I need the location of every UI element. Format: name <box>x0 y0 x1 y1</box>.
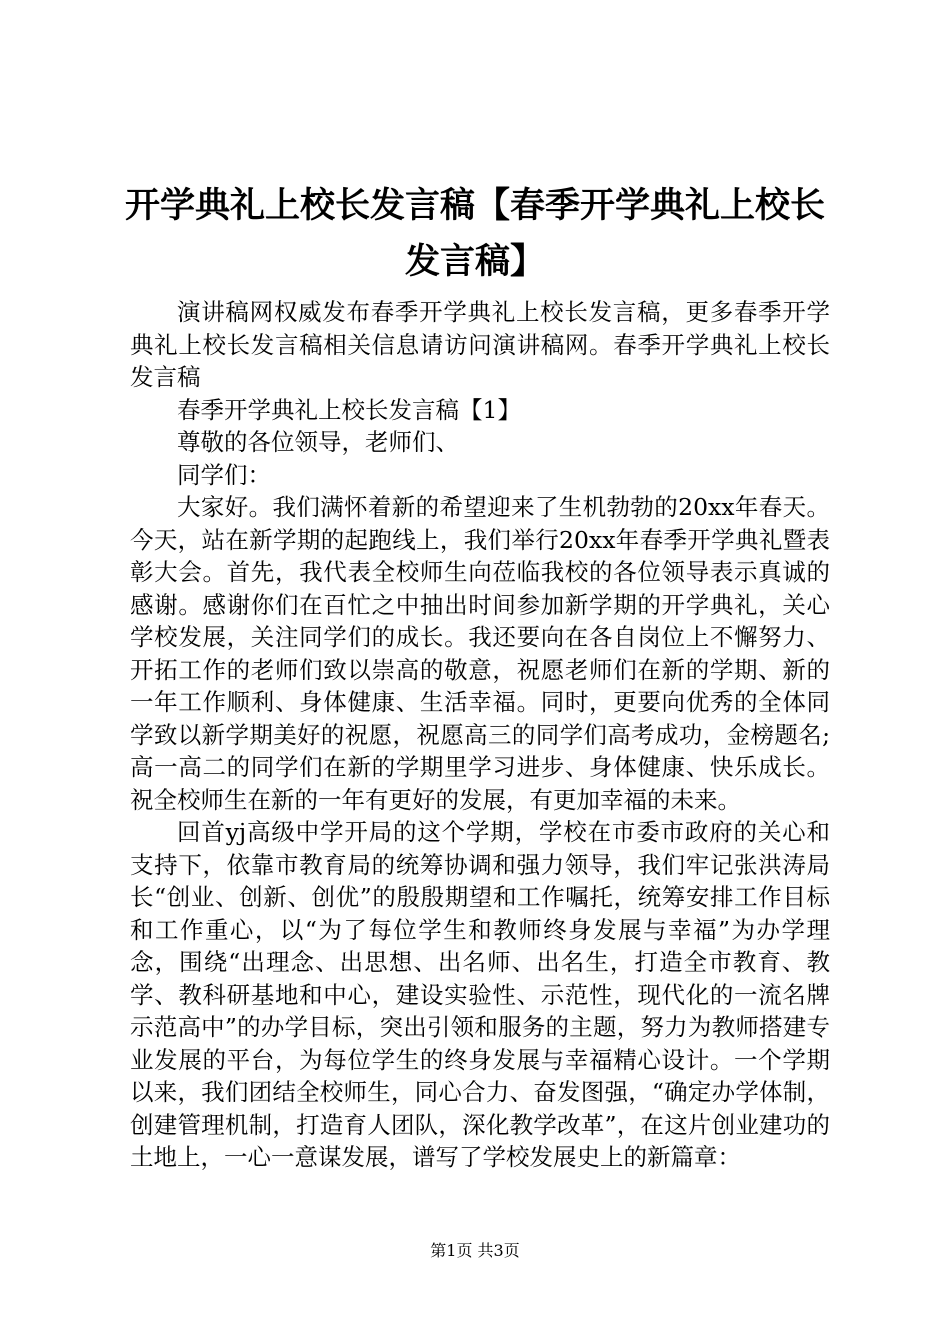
body-paragraph: 大家好。我们满怀着新的希望迎来了生机勃勃的20xx年春天。今天，站在新学期的起跑线上，我们举行20xx年春季开学典礼暨表彰大会。首先，我代表全校师生向莅临我校的各位领导表示真诚的感谢。感谢你们在百忙之中抽出时间参加新学期的开学典礼，关心学校发展，关注同学们的成长。我还要向在各自岗位上不懈努力、开拓工作的老师们致以崇高的敬意，祝愿老师们在新的学期、新的一年工作顺利、身体健康、生活幸福。同时，更要向优秀的全体同学致以新学期美好的祝愿，祝愿高三的同学们高考成功，金榜题名;高一高二的同学们在新的学期里学习进步、身体健康、快乐成长。祝全校师生在新的一年有更好的发展，有更加幸福的未来。 <box>130 493 830 814</box>
intro-paragraph: 演讲稿网权威发布春季开学典礼上校长发言稿，更多春季开学典礼上校长发言稿相关信息请访问演讲稿网。春季开学典礼上校长发言稿 <box>130 298 830 391</box>
document-body <box>130 296 830 1174</box>
page-footer: 第1页 共3页 <box>430 1241 520 1260</box>
salutation-line: 尊敬的各位领导，老师们、 <box>177 428 459 456</box>
salutation-line: 同学们： <box>177 460 271 489</box>
body-paragraph: 回首yj高级中学开局的这个学期，学校在市委市政府的关心和支持下，依靠市教育局的统筹协调和强力领导，我们牢记张洪涛局长“创业、创新、创优”的殷殷期望和工作嘱托，统筹安排工作目标和工作重心，以“为了每位学生和教师终身发展与幸福”为办学理念，围绕“出理念、出思想、出名师、出名生，打造全市教育、教学、教科研基地和中心，建设实验性、示范性，现代化的一流名牌示范高中”的办学目标，突出引领和服务的主题，努力为教师搭建专业发展的平台，为每位学生的终身发展与幸福精心设计。一个学期以来，我们团结全校师生，同心合力、奋发图强，“确定办学体制，创建管理机制，打造育人团队，深化教学改革”，在这片创业建功的土地上，一心一意谋发展，谱写了学校发展史上的新篇章： <box>130 818 830 1171</box>
speech-heading: 春季开学典礼上校长发言稿【1】 <box>177 395 521 424</box>
document-title: 开学典礼上校长发言稿【春季开学典礼上校长发言稿】 <box>124 185 825 282</box>
